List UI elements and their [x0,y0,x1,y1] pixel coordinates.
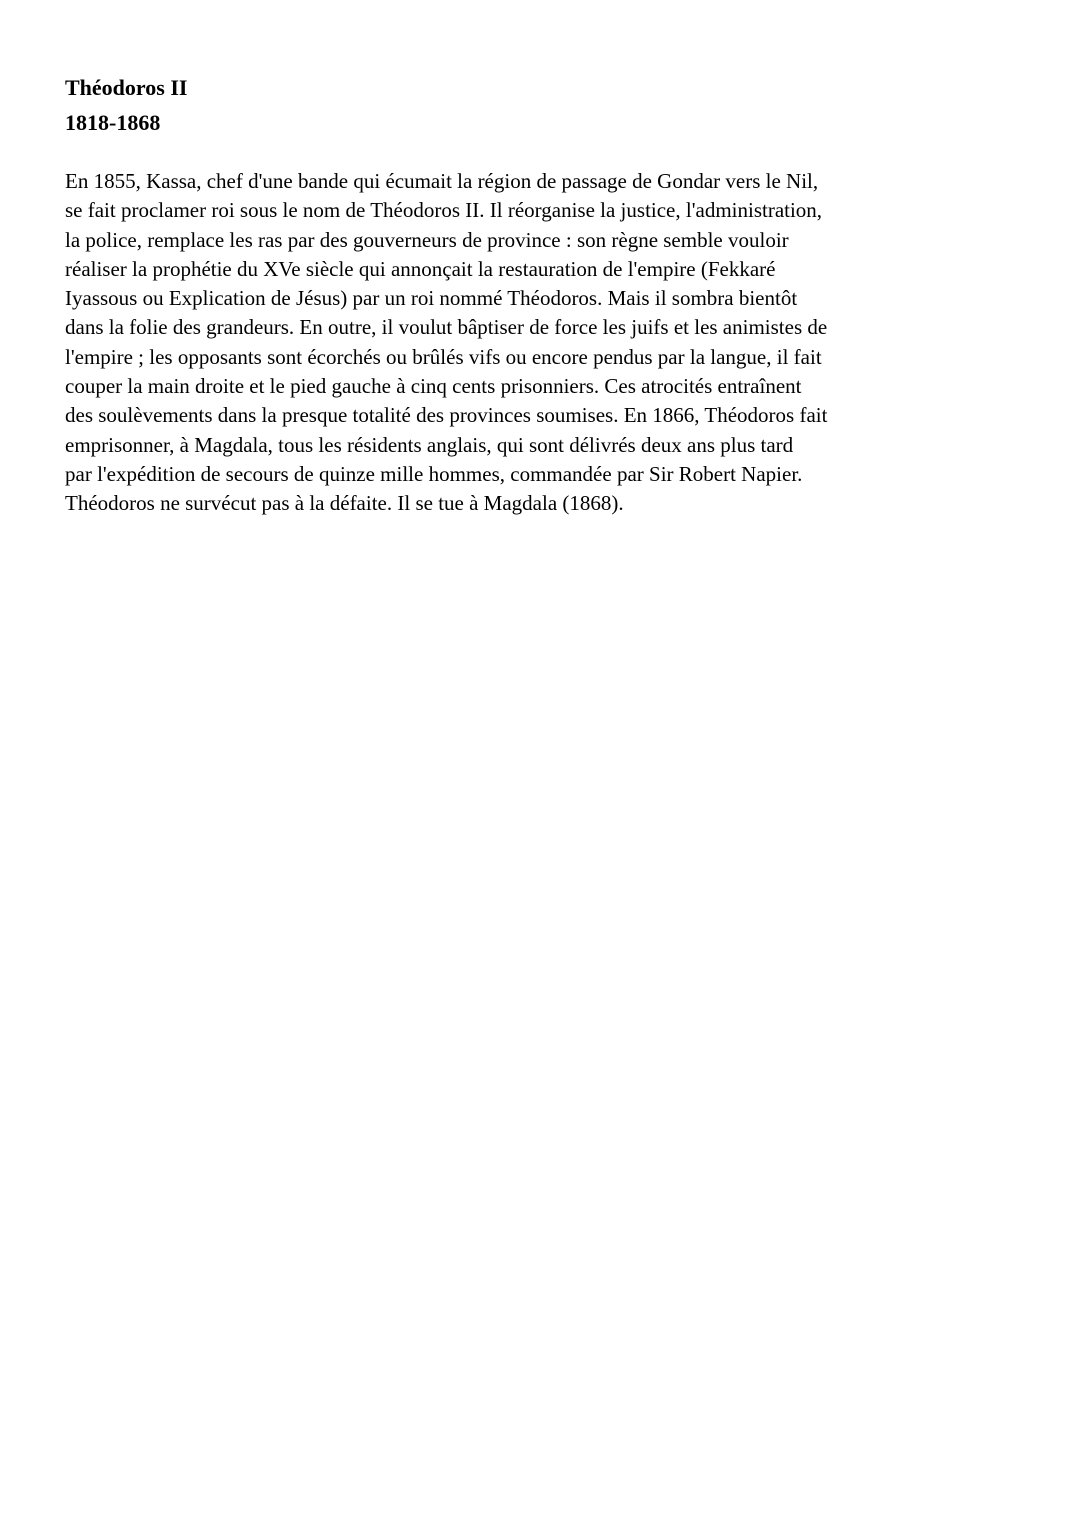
page-title [65,70,1010,140]
paragraph-line: des soulèvements dans la presque totalité des provinces soumises. En 1866, Théodoros fait [65,403,828,428]
paragraph-line: En 1855, Kassa, chef d'une bande qui écumait la région de passage de Gondar vers le Nil, [65,169,819,193]
paragraph-line: emprisonner, à Magdala, tous les résidents anglais, qui sont délivrés deux ans plus tard [65,432,794,457]
paragraph-line: couper la main droite et le pied gauche à cinq cents prisonniers. Ces atrocités entraînent [65,374,802,399]
paragraph-line: dans la folie des grandeurs. En outre, il voulut bâptiser de force les juifs et les animistes de [65,315,828,340]
title-name: Théodoros II [65,75,188,100]
paragraph-line: la police, remplace les ras par des gouverneurs de province : son règne semble vouloir [65,227,789,252]
paragraph-line: se fait proclamer roi sous le nom de Théodoros II. Il réorganise la justice, l'administration, [65,198,823,223]
body-paragraph [65,167,1010,519]
paragraph-line: réaliser la prophétie du XVe siècle qui annonçait la restauration de l'empire (Fekkaré [65,256,776,281]
paragraph-line: l'empire ; les opposants sont écorchés ou brûlés vifs ou encore pendus par la langue, il fait [65,344,822,369]
paragraph-line: Théodoros ne survécut pas à la défaite. Il se tue à Magdala (1868). [65,491,624,516]
paragraph-line: Iyassous ou Explication de Jésus) par un roi nommé Théodoros. Mais il sombra bientôt [65,286,798,311]
paragraph-line: par l'expédition de secours de quinze mille hommes, commandée par Sir Robert Napier. [65,461,803,486]
title-dates: 1818-1868 [65,110,161,135]
